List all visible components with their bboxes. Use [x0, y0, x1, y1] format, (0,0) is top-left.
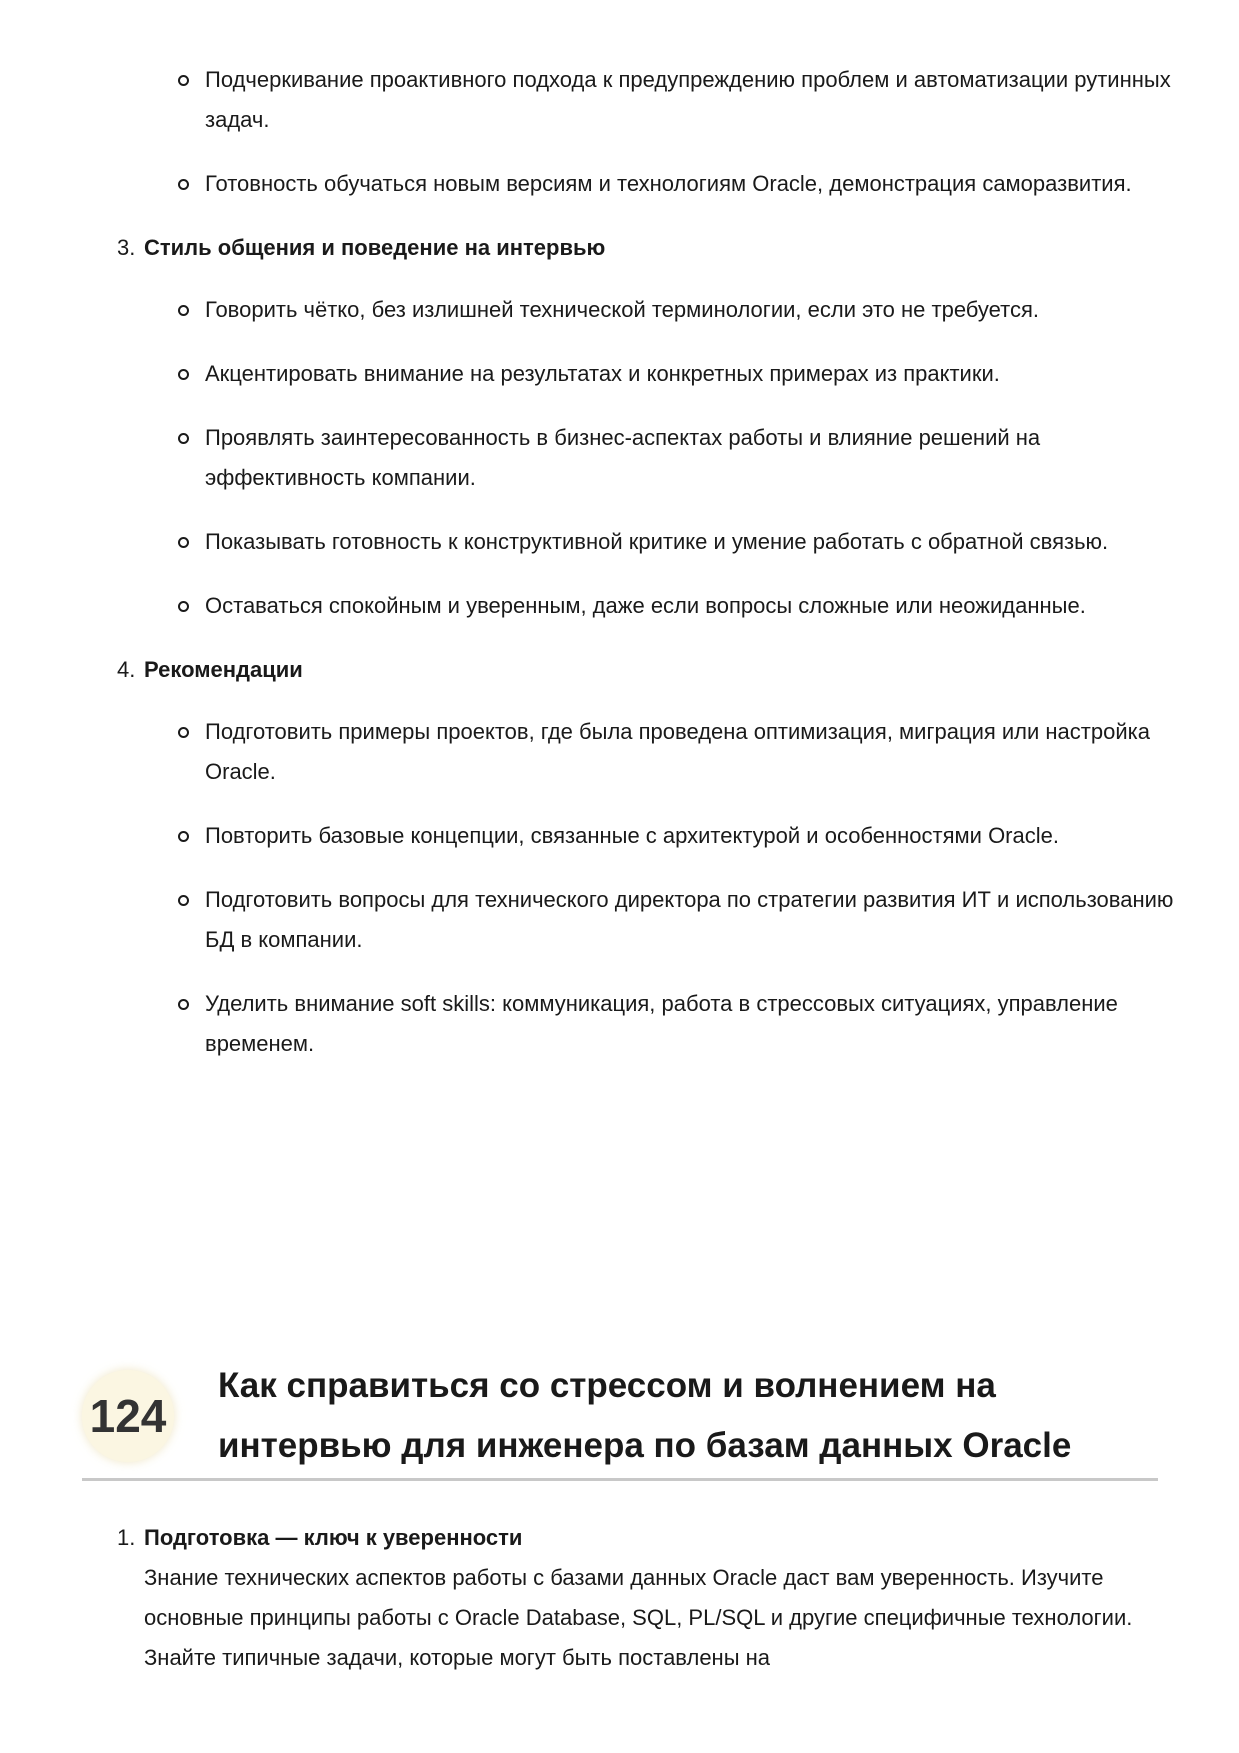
list-item	[205, 60, 1239, 140]
list-item	[205, 354, 1239, 394]
heading-text: Подготовка — ключ к уверенности	[144, 1525, 523, 1550]
section-number-badge: 124	[82, 1370, 174, 1462]
numbered-heading-1	[117, 1518, 1239, 1558]
list-item	[205, 712, 1239, 792]
section-title-line: интервью для инженера по базам данных Oracle	[218, 1426, 1072, 1465]
list-item-text: Акцентировать внимание на результатах и конкретных примерах из практики.	[205, 361, 1000, 386]
recommendations-block	[0, 60, 1239, 1088]
circle-bullet-icon	[178, 75, 189, 86]
heading-text: Рекомендации	[144, 657, 303, 682]
circle-bullet-icon	[178, 831, 189, 842]
circle-bullet-icon	[178, 305, 189, 316]
numbered-heading-3	[117, 228, 1239, 268]
list-item-text: Подготовить вопросы для технического директора по стратегии развития ИТ и использованию БД в компании.	[205, 887, 1174, 952]
list-item	[205, 816, 1239, 856]
circle-bullet-icon	[178, 727, 189, 738]
list-item	[205, 164, 1239, 204]
section-header	[82, 1348, 1158, 1481]
circle-bullet-icon	[178, 895, 189, 906]
circle-bullet-icon	[178, 369, 189, 380]
list-item-text: Готовность обучаться новым версиям и технологиям Oracle, демонстрация саморазвития.	[205, 171, 1132, 196]
list-item	[205, 586, 1239, 626]
communication-style-list	[0, 290, 1239, 626]
stress-tips-block	[0, 1518, 1239, 1678]
heading-text: Стиль общения и поведение на интервью	[144, 235, 606, 260]
heading-number: 4.	[117, 657, 136, 682]
list-item	[205, 522, 1239, 562]
circle-bullet-icon	[178, 999, 189, 1010]
heading-number: 1.	[117, 1525, 136, 1550]
list-item-text: Показывать готовность к конструктивной критике и умение работать с обратной связью.	[205, 529, 1109, 554]
top-bullet-list	[0, 60, 1239, 204]
recommendations-list	[0, 712, 1239, 1064]
section-title	[218, 1356, 1148, 1476]
list-item-text: Говорить чётко, без излишней технической терминологии, если это не требуется.	[205, 297, 1040, 322]
list-item-text: Уделить внимание soft skills: коммуникация, работа в стрессовых ситуациях, управление временем.	[205, 991, 1118, 1056]
list-item	[205, 290, 1239, 330]
list-item	[205, 984, 1239, 1064]
circle-bullet-icon	[178, 601, 189, 612]
section-title-line: Как справиться со стрессом и волнением на	[218, 1366, 996, 1405]
list-item-text: Проявлять заинтересованность в бизнес-аспектах работы и влияние решений на эффективность компании.	[205, 425, 1041, 490]
list-item-text: Подчеркивание проактивного подхода к предупреждению проблем и автоматизации рутинных задач.	[205, 67, 1171, 132]
circle-bullet-icon	[178, 179, 189, 190]
list-item-text: Оставаться спокойным и уверенным, даже если вопросы сложные или неожиданные.	[205, 593, 1086, 618]
circle-bullet-icon	[178, 537, 189, 548]
paragraph: Знание технических аспектов работы с базами данных Oracle даст вам уверенность. Изучите основные принципы работы с Oracle Database, SQL, PL/SQL и другие специфичные технологии. Знайте типичные задачи, которые могут быть поставлены на	[144, 1565, 1133, 1670]
list-item-text: Повторить базовые концепции, связанные с архитектурой и особенностями Oracle.	[205, 823, 1059, 848]
list-item	[205, 418, 1239, 498]
list-item-text: Подготовить примеры проектов, где была проведена оптимизация, миграция или настройка Oracle.	[205, 719, 1150, 784]
circle-bullet-icon	[178, 433, 189, 444]
list-item	[205, 880, 1239, 960]
numbered-heading-4	[117, 650, 1239, 690]
heading-number: 3.	[117, 235, 136, 260]
